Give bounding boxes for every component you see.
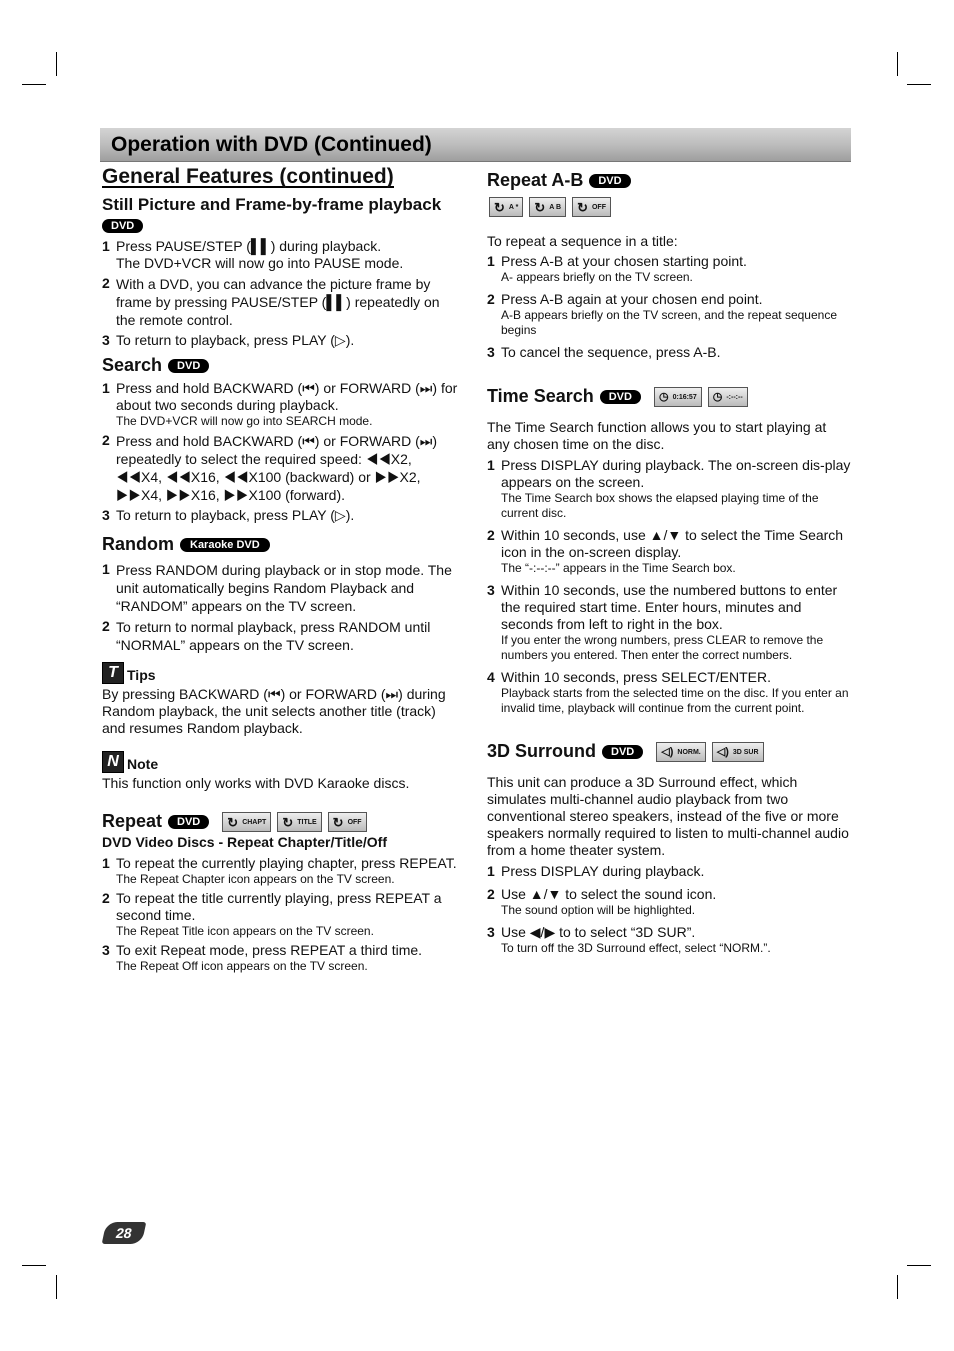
step-list (487, 457, 852, 716)
step-list (487, 863, 852, 956)
speaker-icon: ◁) NORM. (656, 742, 705, 762)
note-text: This function only works with DVD Karaoke discs. (102, 775, 410, 791)
list-item: 1 Press A-B at your chosen starting point. A- appears briefly on the TV screen. (487, 253, 747, 284)
dvd-badge: DVD (602, 745, 643, 759)
repeat-chapter-osd-icon: ↻ CHAPT (222, 812, 271, 832)
repeat-title: Repeat DVD ↻ CHAPT ↻ TITLE ↻ OFF (102, 812, 458, 832)
tips-icon: T (102, 662, 124, 684)
repeat-title-osd-icon: ↻ TITLE (277, 812, 321, 832)
list-item: 3 To return to playback, press PLAY (▷). (102, 507, 355, 523)
dvd-badge: DVD (600, 390, 641, 404)
list-item: 2 To repeat the title currently playing, press REPEAT a second time. The Repeat Title icon appears on the TV screen. (102, 890, 442, 938)
list-item: 1 To repeat the currently playing chapter, press REPEAT. The Repeat Chapter icon appears on the TV screen. (102, 855, 457, 886)
repeat-ab-osd-icon: ↻ A B (529, 197, 566, 217)
surround-intro: This unit can produce a 3D Surround effect, which simulates multi-channel audio playback from two conventional stereo speakers, instead of the five or more speakers normally required to listen to multi-channel audio from a home theater system. (487, 774, 849, 858)
list-item: 1 Press and hold BACKWARD (⏮) or FORWARD (⏭) for about two seconds during playback. The DVD+VCR will now go into SEARCH mode. (102, 380, 458, 428)
tips-label: Tips (127, 667, 156, 683)
repeat-off-osd-icon: ↻ OFF (572, 197, 611, 217)
left-column (102, 165, 458, 974)
repeat-ab-section (487, 172, 852, 361)
surround-section (487, 742, 852, 956)
list-item: 2 Press and hold BACKWARD (⏮) or FORWARD (⏭) repeatedly to select the required speed: ◀◀X2, ◀◀X4, ◀◀X16, ◀◀X100 (backward) or ▶▶X2, ▶▶X4, ▶▶X16, ▶▶X100 (forward). (102, 432, 438, 503)
right-column (487, 172, 852, 956)
repeat-osd-icons (222, 812, 366, 832)
list-item: 1 Press DISPLAY during playback. The on-screen dis-play appears on the screen. The Time Search box shows the elapsed playing time of the current disc. (487, 457, 851, 520)
tips-text: By pressing BACKWARD (⏮) or FORWARD (⏭) during Random playback, the unit selects another title (track) and resumes Random playback. (102, 686, 446, 736)
step-list (102, 855, 458, 974)
list-item: 2 Within 10 seconds, use ▲/▼ to select the Time Search icon in the on-screen display. The “-:--:--” appears in the Time Search box. (487, 527, 844, 575)
list-item: 1 Press DISPLAY during playback. (487, 863, 705, 879)
random-title: Random Karaoke DVD (102, 536, 458, 553)
dvd-badge: DVD (168, 359, 209, 373)
list-item: 3 To cancel the sequence, press A-B. (487, 344, 721, 360)
step-list (487, 253, 852, 361)
tips-box (102, 662, 458, 737)
note-box (102, 751, 458, 792)
karaoke-dvd-badge: Karaoke DVD (180, 538, 270, 552)
crop-mark (907, 1265, 931, 1266)
search-section (102, 357, 458, 524)
list-item: 2 To return to normal playback, press RANDOM until “NORMAL” appears on the TV screen. (102, 618, 431, 653)
time-search-intro: The Time Search function allows you to start playing at any chosen time on the disc. (487, 419, 827, 452)
still-title: Still Picture and Frame-by-frame playback (102, 195, 442, 214)
page-title: Operation with DVD (Continued) (111, 133, 432, 156)
dvd-badge: DVD (168, 815, 209, 829)
time-search-section (487, 387, 852, 716)
step-list (102, 238, 458, 349)
clock-icon: ◷ 0:16:57 (654, 387, 702, 407)
list-item: 1 Press RANDOM during playback or in stop mode. The unit automatically begins Random Playback and “RANDOM” appears on the TV screen. (102, 561, 452, 614)
surround-osd-icons (656, 742, 763, 762)
crop-mark (897, 1275, 898, 1299)
list-item: 3 To exit Repeat mode, press REPEAT a third time. The Repeat Off icon appears on the TV screen. (102, 942, 423, 973)
step-list (102, 380, 458, 524)
list-item: 2 Use ▲/▼ to select the sound icon. The sound option will be highlighted. (487, 886, 717, 917)
repeat-ab-title: Repeat A-B DVD (487, 172, 852, 189)
note-icon: N (102, 751, 124, 773)
step-list (102, 561, 458, 654)
list-item: 3 To return to playback, press PLAY (▷). (102, 332, 355, 348)
surround-title: 3D Surround DVD ◁) NORM. ◁) 3D SUR (487, 742, 852, 762)
list-item: 3 Within 10 seconds, use the numbered buttons to enter the required start time. Enter hours, minutes and seconds from left to right in the box. If you enter the wrong numbers, press CLEAR to remove the numbers you entered. Then enter the correct numbers. (487, 582, 838, 662)
section-heading: General Features (continued) (102, 165, 394, 188)
list-item: 2 Press A-B again at your chosen end point. A-B appears briefly on the TV screen, and the repeat sequence begins (487, 291, 837, 337)
search-title: Search DVD (102, 357, 458, 374)
repeat-subtitle: DVD Video Discs - Repeat Chapter/Title/Off (102, 834, 387, 850)
list-item: 2 With a DVD, you can advance the picture frame by frame by pressing PAUSE/STEP (▌▌) repeatedly on the remote control. (102, 275, 440, 328)
page-number: 28 (102, 1222, 147, 1244)
time-search-title: Time Search DVD ◷ 0:16:57 ◷ -:--:-- (487, 387, 852, 407)
note-label: Note (127, 756, 159, 772)
speaker-icon: ◁) 3D SUR (712, 742, 764, 762)
repeat-ab-intro: To repeat a sequence in a title: (487, 233, 678, 249)
crop-mark (22, 84, 46, 85)
list-item: 1 Press PAUSE/STEP (▌▌) during playback. The DVD+VCR will now go into PAUSE mode. (102, 238, 404, 271)
repeat-a-osd-icon: ↻ A * (489, 197, 523, 217)
crop-mark (56, 52, 57, 76)
list-item: 4 Within 10 seconds, press SELECT/ENTER. Playback starts from the selected time on the disc. If you enter an invalid time, playback will continue from the current point. (487, 669, 849, 715)
repeat-off-osd-icon: ↻ OFF (328, 812, 367, 832)
still-section (102, 196, 458, 349)
crop-mark (907, 84, 931, 85)
repeat-section (102, 812, 458, 974)
dvd-badge: DVD (102, 219, 143, 233)
random-section (102, 536, 458, 654)
header-banner (100, 128, 851, 162)
dvd-badge: DVD (589, 174, 630, 188)
time-search-osd-icons (654, 387, 748, 407)
crop-mark (897, 52, 898, 76)
list-item: 3 Use ◀/▶ to to select “3D SUR”. To turn off the 3D Surround effect, select “NORM.”. (487, 924, 771, 955)
repeat-ab-osd-icons (489, 197, 611, 217)
clock-icon: ◷ -:--:-- (708, 387, 748, 407)
crop-mark (22, 1265, 46, 1266)
crop-mark (56, 1275, 57, 1299)
